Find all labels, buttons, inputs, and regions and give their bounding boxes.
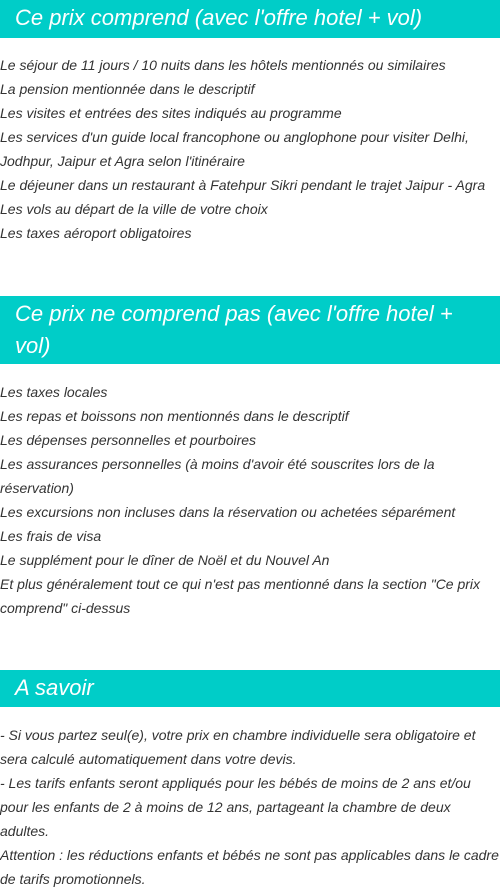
list-item: Le déjeuner dans un restaurant à Fatehpur Sikri pendant le trajet Jaipur - Agra xyxy=(0,177,486,193)
list-item: Les dépenses personnelles et pourboires xyxy=(0,432,257,448)
excludes-list xyxy=(0,380,500,620)
list-item: Le séjour de 11 jours / 10 nuits dans les hôtels mentionnés ou similaires xyxy=(0,57,446,73)
includes-section xyxy=(0,0,500,245)
list-item: Les visites et entrées des sites indiqués au programme xyxy=(0,105,342,121)
includes-list xyxy=(0,53,500,245)
list-item: Les taxes locales xyxy=(0,384,108,400)
list-item: - Si vous partez seul(e), votre prix en chambre individuelle sera obligatoire et sera calculé automatiquement dans votre devis. xyxy=(0,727,476,767)
list-item: Les vols au départ de la ville de votre choix xyxy=(0,201,268,217)
list-item: La pension mentionnée dans le descriptif xyxy=(0,81,255,97)
list-item: Attention : les réductions enfants et bébés ne sont pas applicables dans le cadre de tarifs promotionnels. xyxy=(0,847,499,887)
info-section xyxy=(0,670,500,891)
list-item: Le supplément pour le dîner de Noël et du Nouvel An xyxy=(0,552,330,568)
excludes-title: Ce prix ne comprend pas (avec l'offre hotel + vol) xyxy=(0,296,500,364)
list-item: Les excursions non incluses dans la réservation ou achetées séparément xyxy=(0,504,456,520)
info-title: A savoir xyxy=(0,670,500,707)
list-item: Les services d'un guide local francophone ou anglophone pour visiter Delhi, Jodhpur, Jaipur et Agra selon l'itinéraire xyxy=(0,129,469,169)
excludes-section xyxy=(0,296,500,620)
list-item: Les assurances personnelles (à moins d'avoir été souscrites lors de la réservation) xyxy=(0,456,435,496)
list-item: Les frais de visa xyxy=(0,528,102,544)
list-item: Et plus généralement tout ce qui n'est pas mentionné dans la section "Ce prix comprend" ci-dessus xyxy=(0,576,481,616)
info-list xyxy=(0,723,500,891)
list-item: - Les tarifs enfants seront appliqués pour les bébés de moins de 2 ans et/ou pour les enfants de 2 à moins de 12 ans, partageant la chambre de deux adultes. xyxy=(0,775,471,839)
includes-title: Ce prix comprend (avec l'offre hotel + vol) xyxy=(0,0,500,38)
list-item: Les repas et boissons non mentionnés dans le descriptif xyxy=(0,408,349,424)
list-item: Les taxes aéroport obligatoires xyxy=(0,225,192,241)
